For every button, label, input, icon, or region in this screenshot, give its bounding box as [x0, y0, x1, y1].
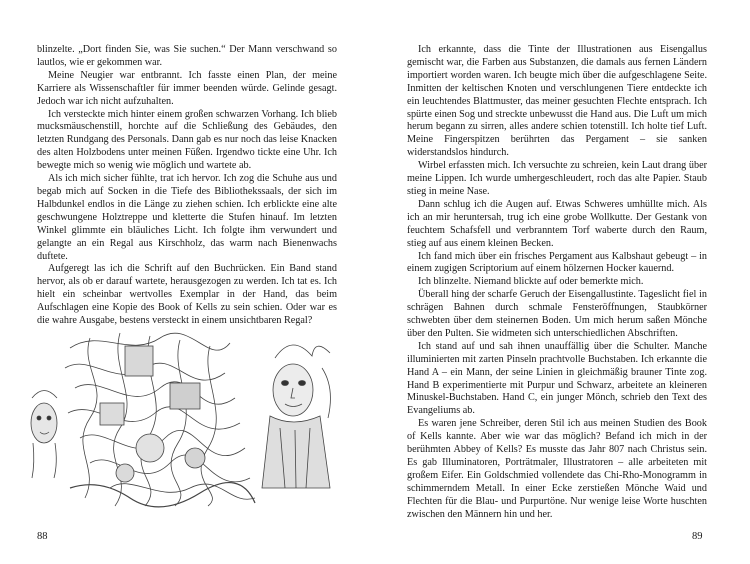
- page-number-right: 89: [692, 531, 703, 542]
- pencil-drawing-illustration: [30, 328, 342, 508]
- right-face-drawing: [262, 345, 330, 488]
- paragraph: Ich versteckte mich hinter einem großen schwarzen Vorhang. Ich blieb mucksmäuschenstill, horchte auf die Schließung des Gebäudes, den letzten Rundgang des Personals. Dann gab es nur noch das leise Knacken des alten Holzbodens unter meinen Füßen. Irgendwo tickte eine Uhr. Ich bewegte mich so wenig wie möglich und wartete ab.: [37, 108, 337, 172]
- left-face-drawing: [31, 391, 57, 479]
- paragraph: Ich fand mich über ein frisches Pergament aus Kalbshaut gebeugt – in einem zugigen Scriptorium auf einem hölzernen Hocker kauernd.: [407, 250, 707, 275]
- page-number-left: 88: [37, 531, 48, 542]
- paragraph: Ich blinzelte. Niemand blickte auf oder bemerkte mich.: [418, 276, 644, 288]
- knotwork-drawing: [65, 333, 255, 507]
- paragraph: Ich stand auf und sah ihnen unauffällig über die Schulter. Manche illuminierten mit zarten Pinseln prachtvolle Buchstaben. Ich erkannte die Hand A – ein Mann, der seine Linien in gleichmäßig brauner Tinte zog. Hand B experimentierte mit Purpur und Schwarz, arbeitete an kleineren Minuskel-Buchstaben. Hand C, ein junger Mönch, schrieb den Text des Evangeliums ab.: [407, 340, 707, 417]
- right-page-text: [407, 44, 707, 522]
- paragraph: Aufgeregt las ich die Schrift auf den Buchrücken. Ein Band stand hervor, als ob er darauf wartete, herausgezogen zu werden. Ich tat es. Ich hielt ein scheinbar wertvolles Exemplar in der Hand, das beim Aufschlagen eine Kopie des Book of Kells zu sein schien. Oder war es die wahre Ausgabe, bestens versteckt in einem unsichtbaren Regal?: [37, 263, 337, 327]
- paragraph: Wirbel erfassten mich. Ich versuchte zu schreien, kein Laut drang über meine Lippen. Ich wurde umhergeschleudert, roch das alte Papier. Staub stieg in meine Nase.: [407, 160, 707, 197]
- paragraph: Dann schlug ich die Augen auf. Etwas Schweres umhüllte mich. Als ich an mir heruntersah, trug ich eine grobe Wollkutte. Der Gestank von feuchtem Schafsfell und verbranntem Torf waberte durch den Raum, stieg auf aus einem kleinen Becken.: [407, 198, 707, 249]
- left-page-text: [37, 44, 337, 328]
- paragraph: blinzelte. „Dort finden Sie, was Sie suchen.“ Der Mann verschwand so lautlos, wie er gekommen war.: [37, 44, 337, 68]
- paragraph: Ich erkannte, dass die Tinte der Illustrationen aus Eisengallus gemischt war, die Farben aus Substanzen, die damals aus fernen Ländern importiert worden waren. Ich beugte mich über die aufgeschlagene Seite. Inmitten der keltischen Knoten und verschlungenen Tiere entdeckte ich ein leuchtendes Blattmuster, das meiner gesuchten Flechte entsprach. Ich spürte einen Sog und streckte unbewusst die Hand aus. Die Luft um mich herum begann zu sirren, alles andere schien totenstill. Ich holte tief Luft. Meine Fingerspitzen berührten das Pergament – sie sanken widerstandslos hindurch.: [407, 44, 707, 159]
- paragraph: Meine Neugier war entbrannt. Ich fasste einen Plan, der meine Karriere als Wissenschaftler für immer beenden würde. Gelinde gesagt. Jedoch war ich nicht aufzuhalten.: [37, 69, 337, 107]
- paragraph: Überall hing der scharfe Geruch der Eisengallustinte. Tageslicht fiel in schrägen Bahnen durch schmale Fensteröffnungen, Staubkörner schwebten über dem steinernen Boden. Um mich herum saßen Mönche über den Pulten. Sie widmeten sich unterschiedlichen Abschriften.: [407, 289, 707, 339]
- paragraph: Es waren jene Schreiber, deren Stil ich aus meinen Studien des Book of Kells kannte. Aber wie war das möglich? Befand ich mich in der berühmten Abbey of Kells? Es musste das Jahr 807 nach Christus sein. Es gab Illuminatoren, Porträtmaler, Illustratoren – alle arbeiteten mit großem Eifer. Ein Goldschmied vollendete das Chi-Rho-Monogramm in schimmerndem Metall. In einer Ecke zerstießen Mönche Waid und Flechten für die Blau- und Purpurtöne. Nur wenige leise Worte huschten zwischen den Männern hin und her.: [407, 418, 707, 520]
- paragraph: Als ich mich sicher fühlte, trat ich hervor. Ich zog die Schuhe aus und begab mich auf Socken in die Tiefe des Bibliothekssaals, der sich im Halbdunkel endlos in die Länge zu ziehen schien. Ich erblickte eine alte geschwungene Holztreppe und kletterte die Stufen hinauf. Im letzten Winkel glimmte ein bläuliches Licht. Ich folgte ihm verwundert und gelangte an ein Regal aus Kirschholz, das warm nach Bienenwachs duftete.: [37, 173, 337, 262]
